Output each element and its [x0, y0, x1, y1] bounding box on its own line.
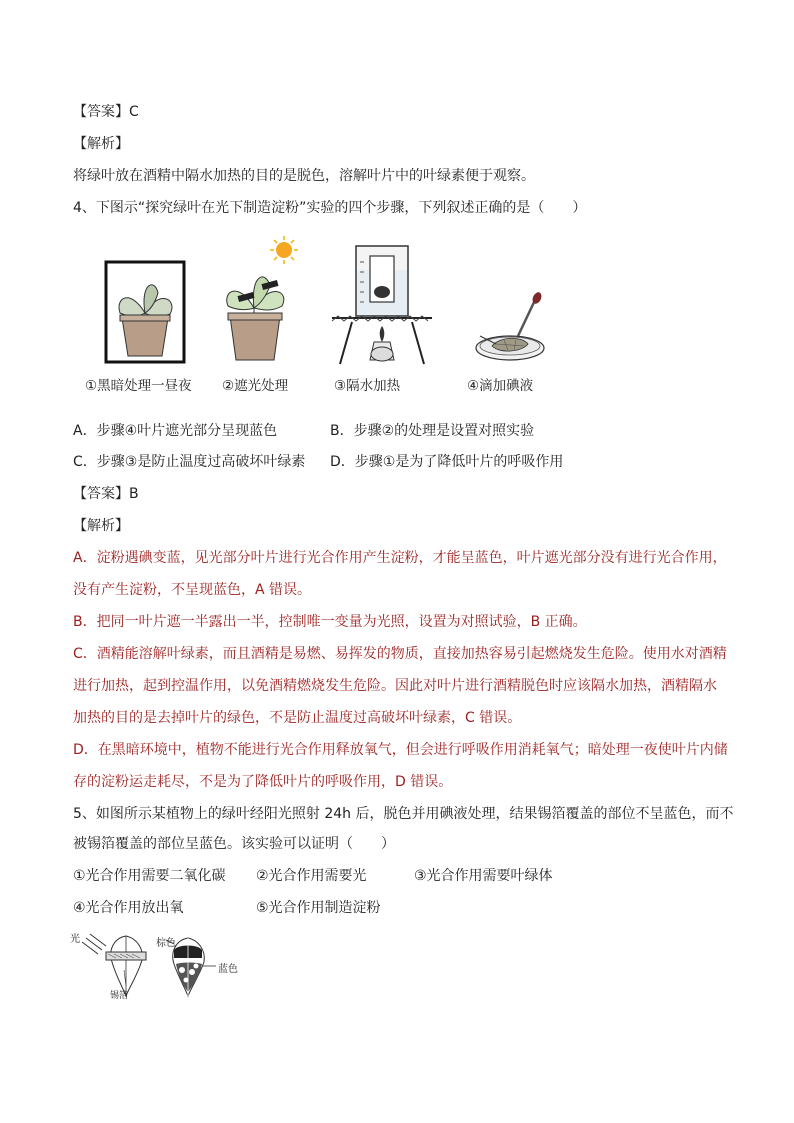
analysis-line: 进行加热，起到控温作用，以免酒精燃烧发生危险。因此对叶片进行酒精脱色时应该隔水加热，酒精隔水 — [73, 678, 717, 694]
answer-label-q4: 【答案】B — [73, 486, 139, 502]
answer-label-q3: 【答案】C — [73, 104, 139, 120]
analysis-text-q3: 将绿叶放在酒精中隔水加热的目的是脱色，溶解叶片中的叶绿素便于观察。 — [73, 168, 535, 184]
analysis-line: A．淀粉遇碘变蓝，见光部分叶片进行光合作用产生淀粉，才能呈蓝色，叶片遮光部分没有进行光合作用， — [73, 550, 727, 566]
step-4-caption: ④滴加碘液 — [467, 378, 534, 394]
analysis-line: 加热的目的是去掉叶片的绿色，不是防止温度过高破坏叶绿素，C 错误。 — [73, 710, 522, 726]
figure-leaf-foil — [70, 930, 250, 1002]
choice-1: ①光合作用需要二氧化碳 — [73, 868, 226, 884]
option-c: C．步骤③是防止温度过高破坏叶绿素 — [73, 454, 306, 470]
figure-iodine-drop — [470, 292, 550, 368]
option-d: D．步骤①是为了降低叶片的呼吸作用 — [330, 454, 564, 470]
choice-3: ③光合作用需要叶绿体 — [414, 868, 553, 884]
option-b: B．步骤②的处理是设置对照实验 — [330, 423, 535, 439]
choice-4: ④光合作用放出氧 — [73, 900, 184, 916]
figure-dark-treatment — [100, 258, 190, 366]
blue-label: 蓝色 — [218, 964, 238, 975]
step-1-caption: ①黑暗处理一昼夜 — [85, 378, 192, 394]
figure-water-bath — [330, 242, 434, 366]
brown-label: 棕色 — [156, 938, 176, 949]
figure-shading — [214, 236, 306, 366]
analysis-line: C．酒精能溶解叶绿素，而且酒精是易燃、易挥发的物质，直接加热容易引起燃烧发生危险。使用水对酒精 — [73, 646, 727, 662]
choice-5: ⑤光合作用制造淀粉 — [256, 900, 381, 916]
option-a: A．步骤④叶片遮光部分呈现蓝色 — [73, 423, 278, 439]
question-5-stem-line-1: 5、如图所示某植物上的绿叶经阳光照射 24h 后，脱色并用碘液处理，结果锡箔覆盖的部位不呈蓝色，而不 — [73, 806, 734, 822]
analysis-line: 存的淀粉运走耗尽，不是为了降低叶片的呼吸作用，D 错误。 — [73, 774, 453, 790]
analysis-label-q3: 【解析】 — [73, 136, 129, 152]
choice-2: ②光合作用需要光 — [256, 868, 367, 884]
analysis-line: D．在黑暗环境中，植物不能进行光合作用释放氧气，但会进行呼吸作用消耗氧气；暗处理一夜使叶片内储 — [73, 742, 728, 758]
analysis-label-q4: 【解析】 — [73, 518, 129, 534]
question-4-stem: 4、下图示“探究绿叶在光下制造淀粉”实验的四个步骤，下列叙述正确的是（ ） — [73, 200, 587, 216]
analysis-line: 没有产生淀粉，不呈现蓝色，A 错误。 — [73, 582, 312, 598]
foil-label: 锡箔 — [110, 991, 129, 1001]
step-2-caption: ②遮光处理 — [222, 378, 289, 394]
question-5-stem-line-2: 被锡箔覆盖的部位呈蓝色。该实验可以证明（ ） — [73, 836, 395, 852]
step-3-caption: ③隔水加热 — [334, 378, 401, 394]
light-label: 光 — [70, 934, 80, 945]
analysis-line: B．把同一叶片遮一半露出一半，控制唯一变量为光照，设置为对照试验，B 正确。 — [73, 614, 587, 630]
